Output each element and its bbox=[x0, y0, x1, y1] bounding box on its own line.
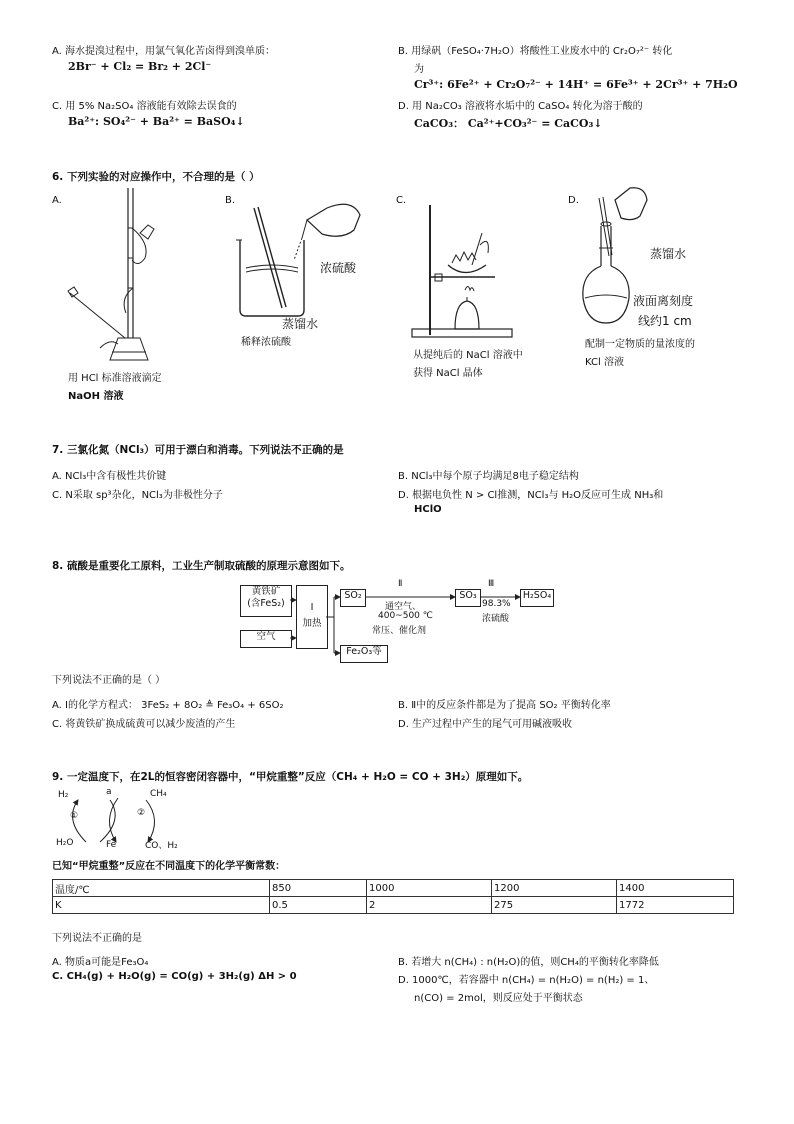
step3-condition-2: 浓硫酸 bbox=[482, 614, 510, 624]
q9-option-b: B. 若增大 n(CH₄) : n(H₂O)的值，则CH₄的平衡转化率降低 bbox=[398, 957, 659, 968]
table-cell: 275 bbox=[492, 897, 617, 914]
step2-condition-2: 400~500 ℃ bbox=[378, 611, 433, 621]
q6-stem: 6. 下列实验的对应操作中，不合理的是（ ） bbox=[52, 171, 260, 183]
q6-caption-a-line1: 用 HCl 标准溶液滴定 bbox=[68, 373, 162, 384]
q5-option-d-text: D. 用 Na₂CO₃ 溶液将水垢中的 CaSO₄ 转化为溶于酸的 bbox=[398, 101, 643, 112]
q5-option-d-equation: CaCO₃： Ca²⁺+CO₃²⁻ = CaCO₃↓ bbox=[414, 117, 603, 130]
diagram-co-h2-label: CO、H₂ bbox=[145, 841, 178, 851]
evaporation-stand-illustration bbox=[410, 205, 520, 340]
so2-label: SO₂ bbox=[344, 590, 362, 601]
q6-label-d: D. bbox=[568, 195, 579, 206]
diagram-h2-label: H₂ bbox=[58, 790, 69, 800]
table-cell: 2 bbox=[367, 897, 492, 914]
q9-option-a: A. 物质a可能是Fe₃O₄ bbox=[52, 957, 149, 968]
q6-caption-b: 稀释浓硫酸 bbox=[241, 337, 291, 348]
q5-option-b-text: B. 用绿矾（FeSO₄·7H₂O）将酸性工业废水中的 Cr₂O₇²⁻ 转化 bbox=[398, 46, 673, 57]
q6-b-acid-label: 浓硫酸 bbox=[320, 261, 357, 275]
equilibrium-constant-table bbox=[52, 879, 734, 914]
table-cell: 温度/℃ bbox=[53, 880, 270, 897]
q5-option-c-equation: Ba²⁺: SO₄²⁻ + Ba²⁺ = BaSO₄↓ bbox=[68, 115, 245, 128]
q6-caption-a-line2: NaOH 溶液 bbox=[68, 391, 124, 402]
diagram-step1-label: ① bbox=[70, 811, 79, 821]
heating-label: 加热 bbox=[302, 618, 322, 629]
q6-caption-d-line1: 配制一定物质的量浓度的 bbox=[585, 339, 695, 350]
q8-stem: 8. 硫酸是重要化工原料，工业生产制取硫酸的原理示意图如下。 bbox=[52, 560, 351, 572]
q9-option-d-line1: D. 1000℃，若容器中 n(CH₄) = n(H₂O) = n(H₂) = 1、 bbox=[398, 975, 655, 986]
step2-label: Ⅱ bbox=[398, 579, 403, 589]
q6-d-note-line2: 线约1 cm bbox=[638, 314, 692, 328]
q9-option-c: C. CH₄(g) + H₂O(g) = CO(g) + 3H₂(g) ΔH > 0 bbox=[52, 971, 297, 982]
q9-stem: 9. 一定温度下，在2L的恒容密闭容器中，“甲烷重整”反应（CH₄ + H₂O = CO + 3H₂）原理如下。 bbox=[52, 771, 529, 783]
q6-caption-c-line1: 从提纯后的 NaCl 溶液中 bbox=[413, 350, 523, 361]
table-cell: 0.5 bbox=[270, 897, 367, 914]
step3-condition-1: 98.3% bbox=[482, 599, 511, 609]
table-cell: 1200 bbox=[492, 880, 617, 897]
table-cell: 850 bbox=[270, 880, 367, 897]
q6-caption-d-line2: KCl 溶液 bbox=[585, 357, 624, 368]
table-row-temperature bbox=[53, 880, 734, 897]
table-cell: 1772 bbox=[617, 897, 734, 914]
q5-option-a-equation: 2Br⁻ + Cl₂ = Br₂ + 2Cl⁻ bbox=[68, 60, 212, 73]
diagram-fe-label: Fe bbox=[106, 840, 117, 850]
q6-d-note-line1: 液面离刻度 bbox=[633, 294, 694, 308]
q8-option-c: C. 将黄铁矿换成硫黄可以减少废渣的产生 bbox=[52, 719, 236, 730]
fe2o3-label: Fe₂O₃等 bbox=[346, 646, 382, 657]
diagram-h2o-label: H₂O bbox=[56, 838, 74, 848]
q6-label-c: C. bbox=[396, 195, 407, 206]
q6-caption-c-line2: 获得 NaCl 晶体 bbox=[413, 368, 483, 379]
q8-option-b: B. Ⅱ中的反应条件都是为了提高 SO₂ 平衡转化率 bbox=[398, 700, 611, 711]
q7-option-b: B. NCl₃中每个原子均满足8电子稳定结构 bbox=[398, 471, 579, 482]
q8-option-d: D. 生产过程中产生的尾气可用碱液吸收 bbox=[398, 719, 573, 730]
q9-prompt: 下列说法不正确的是 bbox=[52, 933, 142, 944]
q7-option-d-line1: D. 根据电负性 N > Cl推测，NCl₃与 H₂O反应可生成 NH₃和 bbox=[398, 490, 664, 501]
step2-condition-3: 常压、催化剂 bbox=[372, 626, 427, 636]
titration-apparatus-illustration bbox=[60, 188, 200, 366]
q9-option-d-line2: n(CO) = 2mol，则反应处于平衡状态 bbox=[414, 993, 583, 1004]
so3-label: SO₃ bbox=[459, 590, 477, 601]
table-cell: K bbox=[53, 897, 270, 914]
q5-option-a-text: A. 海水提溴过程中，用氯气氧化苦卤得到溴单质： bbox=[52, 46, 276, 57]
step2-condition-1: 通空气、 bbox=[385, 602, 422, 612]
flow-box-pyrite bbox=[240, 585, 292, 617]
q7-stem: 7. 三氯化氮（NCl₃）可用于漂白和消毒。下列说法不正确的是 bbox=[52, 444, 344, 456]
q5-option-c-text: C. 用 5% Na₂SO₄ 溶液能有效除去误食的 bbox=[52, 101, 237, 112]
q7-option-d-line2: HClO bbox=[414, 504, 442, 515]
table-row-k bbox=[53, 897, 734, 914]
pyrite-label: 黄铁矿 bbox=[251, 586, 281, 597]
q7-option-a: A. NCl₃中含有极性共价键 bbox=[52, 471, 167, 482]
q5-option-b-text-2: 为 bbox=[414, 64, 424, 75]
step1-label: Ⅰ bbox=[310, 602, 314, 613]
air-label: 空气 bbox=[256, 631, 276, 642]
q9-known-text: 已知“甲烷重整”反应在不同温度下的化学平衡常数： bbox=[52, 861, 286, 872]
q6-d-water-label: 蒸馏水 bbox=[650, 247, 687, 261]
q7-option-c: C. N采取 sp³杂化，NCl₃为非极性分子 bbox=[52, 490, 223, 501]
diagram-a-label: a bbox=[106, 787, 112, 797]
q5-option-b-equation: Cr³⁺: 6Fe²⁺ + Cr₂O₇²⁻ + 14H⁺ = 6Fe³⁺ + 2Cr³⁺ + 7H₂O bbox=[414, 78, 738, 91]
table-cell: 1400 bbox=[617, 880, 734, 897]
q6-b-water-label: 蒸馏水 bbox=[282, 317, 319, 331]
q6-label-a: A. bbox=[52, 195, 62, 206]
q6-label-b: B. bbox=[225, 195, 236, 206]
step3-label: Ⅲ bbox=[488, 579, 495, 589]
diagram-step2-label: ② bbox=[137, 808, 146, 818]
h2so4-label: H₂SO₄ bbox=[522, 590, 552, 601]
diagram-ch4-label: CH₄ bbox=[150, 789, 167, 799]
q8-prompt: 下列说法不正确的是（ ） bbox=[52, 675, 166, 686]
table-cell: 1000 bbox=[367, 880, 492, 897]
flow-box-air bbox=[240, 630, 292, 648]
pyrite-sub-label: (含FeS₂) bbox=[247, 598, 285, 609]
q8-option-a: A. Ⅰ的化学方程式： 3FeS₂ + 8O₂ ≜ Fe₃O₄ + 6SO₂ bbox=[52, 700, 284, 711]
